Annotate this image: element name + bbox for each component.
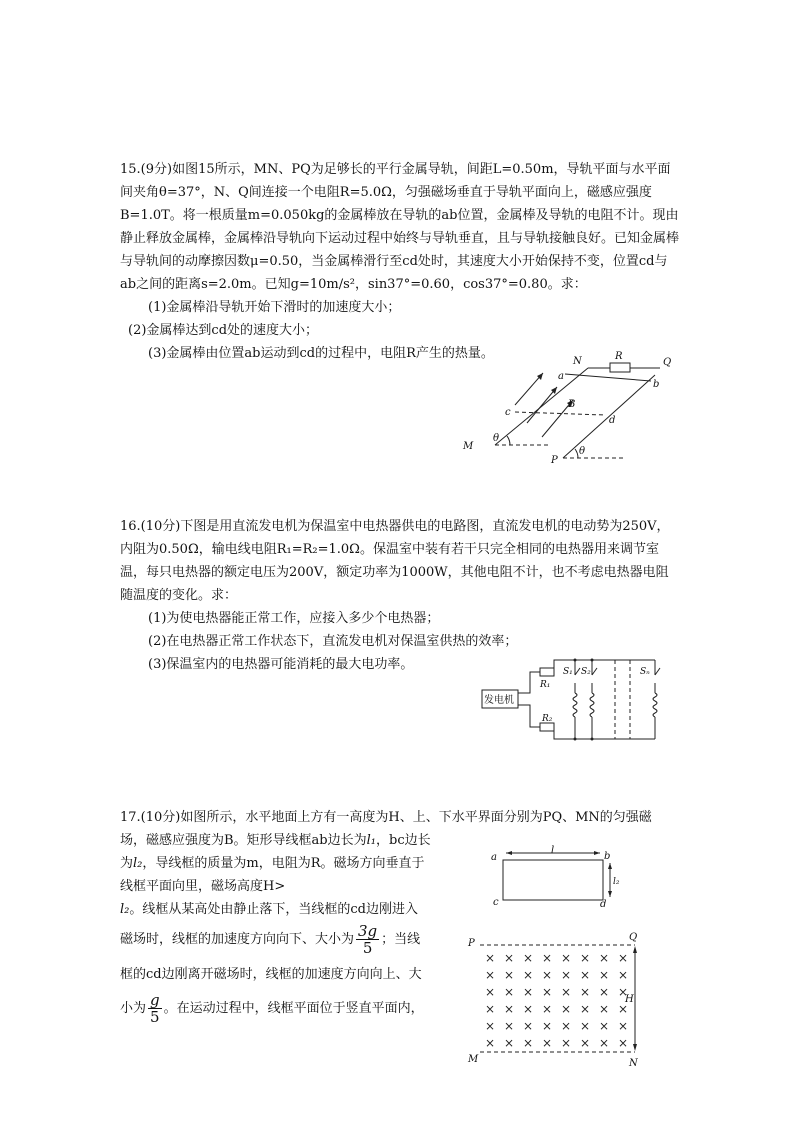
- q17-field-label-Q: Q: [629, 932, 638, 943]
- field-cross: ×: [580, 1019, 591, 1033]
- q17-fig-label-l2: l₂: [613, 877, 620, 887]
- q15-figure: [455, 345, 695, 470]
- field-cross: ×: [618, 1002, 629, 1016]
- q16-text: 16.(10分)下图是用直流发电机为保温室中电热器供电的电路图，直流发电机的电动势为250V，内阻为0.50Ω，输电线电阻R₁=R₂=1.0Ω。保温室中装有若干只完全相同的电热器用来调节室温，每只电热器的额定电压为200V，额定功率为1000W，其他电阻不计，也不考虑电热器电阻随温度的变化。求：: [120, 519, 670, 603]
- field-cross: ×: [485, 968, 496, 982]
- q17-field-label-P: P: [468, 938, 475, 949]
- q17-field-label-N: N: [629, 1058, 638, 1069]
- q16-label-generator: 发电机: [484, 695, 514, 706]
- q17-l3c: ，导线框的质量为m，电阻为R。磁场方向垂直于: [142, 856, 425, 871]
- question-15: [120, 158, 680, 365]
- q16-label-R1: R₁: [540, 680, 551, 690]
- field-cross: ×: [599, 1036, 610, 1050]
- q17-l5a: l₂: [120, 902, 130, 917]
- q15-label-c: c: [505, 407, 511, 418]
- q17-line1: 17.(10分)如图所示，水平地面上方有一高度为H、上、下水平界面分别为PQ、MN的匀强磁: [120, 810, 652, 825]
- field-cross: ×: [523, 1019, 534, 1033]
- q17-field-label-M: M: [468, 1054, 479, 1065]
- q17-fig-label-b: b: [604, 851, 611, 862]
- q17-l4: 线框平面向里，磁场高度H>: [120, 879, 286, 894]
- field-cross: ×: [523, 985, 534, 999]
- q17-fig-label-d: d: [600, 899, 607, 910]
- field-cross: ×: [561, 985, 572, 999]
- q17-l3b: l₂: [133, 856, 143, 871]
- q15-label-d: d: [609, 415, 616, 426]
- field-cross: ×: [561, 1002, 572, 1016]
- q15-label-M: M: [463, 441, 474, 452]
- q15-sub2: (2)金属棒达到cd处的速度大小；: [128, 323, 319, 338]
- q15-label-b: b: [653, 379, 660, 390]
- q15-label-R: R: [615, 351, 623, 362]
- q16-label-S2: S₂: [581, 667, 591, 677]
- q15-sub1: (1)金属棒沿导轨开始下滑时的加速度大小；: [148, 300, 401, 315]
- field-cross: ×: [599, 968, 610, 982]
- field-cross: ×: [504, 951, 515, 965]
- q17-l8a: 小为: [120, 1001, 147, 1016]
- q16-circuit-figure: [480, 655, 670, 745]
- field-cross: ×: [504, 1036, 515, 1050]
- field-cross: ×: [561, 968, 572, 982]
- field-cross: ×: [561, 951, 572, 965]
- field-cross: ×: [485, 1036, 496, 1050]
- field-cross: ×: [504, 1019, 515, 1033]
- field-cross: ×: [542, 951, 553, 965]
- q17-l8b: 。在运动过程中，线框平面位于竖直平面内，: [163, 1001, 424, 1016]
- field-cross: ×: [523, 951, 534, 965]
- field-cross: ×: [599, 951, 610, 965]
- question-17-body: [120, 829, 450, 1028]
- field-cross: ×: [523, 1036, 534, 1050]
- q15-label-P: P: [551, 455, 558, 466]
- field-cross: ×: [599, 985, 610, 999]
- q17-l2b: l₁: [366, 833, 377, 848]
- field-cross: ×: [542, 1036, 553, 1050]
- field-cross: ×: [580, 985, 591, 999]
- question-17: [120, 806, 680, 829]
- q15-label-N: N: [573, 356, 582, 367]
- field-cross: ×: [618, 1019, 629, 1033]
- q15-text: 15.(9分)如图15所示，MN、PQ为足够长的平行金属导轨，间距L=0.50m，导轨平面与水平面间夹角θ=37°，N、Q间连接一个电阻R=5.0Ω，匀强磁场垂直于导轨平面向上，磁感应强度B=1.0T。将一根质量m=0.050kg的金属棒放在导轨的ab位置，金属棒及导轨的电阻不计。现由静止释放金属棒，金属棒沿导轨向下运动过程中始终与导轨垂直，且与导轨接触良好。已知金属棒与导轨间的动摩擦因数μ=0.50，当金属棒滑行至cd处时，其速度大小开始保持不变，位置cd与ab之间的距离s=2.0m。已知g=10m/s²，sin37°=0.60，cos37°=0.80。求：: [120, 162, 680, 292]
- field-cross: ×: [580, 1036, 591, 1050]
- q15-label-theta2: θ: [579, 446, 586, 457]
- field-cross: ×: [504, 968, 515, 982]
- field-cross: ×: [504, 1002, 515, 1016]
- q17-fig-label-l: l: [551, 845, 555, 856]
- q16-label-R2: R₂: [542, 714, 553, 724]
- field-cross: ×: [523, 1002, 534, 1016]
- q15-sub3: (3)金属棒由位置ab运动到cd的过程中，电阻R产生的热量。: [148, 346, 494, 361]
- field-cross: ×: [485, 985, 496, 999]
- field-cross: ×: [485, 1002, 496, 1016]
- q16-label-Sn: Sₙ: [640, 667, 650, 677]
- q17-l2c: ，bc边长: [376, 833, 431, 848]
- field-cross: ×: [485, 1019, 496, 1033]
- q17-l3a: 为: [120, 856, 134, 871]
- q17-l6a: 磁场时，线框的加速度方向向下、大小为: [120, 932, 355, 947]
- field-cross: ×: [599, 1002, 610, 1016]
- field-cross: ×: [618, 1036, 629, 1050]
- q17-fig-label-a: a: [491, 852, 497, 863]
- q17-fig-label-c: c: [493, 897, 499, 908]
- field-cross: ×: [542, 1019, 553, 1033]
- q16-sub1: (1)为使电热器能正常工作，应接入多少个电热器；: [148, 611, 440, 626]
- field-cross: ×: [618, 985, 629, 999]
- q17-l7: 框的cd边刚离开磁场时，线框的加速度方向向上、大: [120, 967, 422, 982]
- q16-sub3: (3)保温室内的电热器可能消耗的最大电功率。: [148, 657, 414, 672]
- field-cross: ×: [542, 968, 553, 982]
- field-cross: ×: [542, 1002, 553, 1016]
- q17-fraction-3g-5: $\frac{3g}{5}$: [358, 922, 378, 957]
- q17-fraction-g-5: $\frac{g}{5}$: [150, 991, 160, 1026]
- field-cross: ×: [618, 968, 629, 982]
- q17-l6b: ；当线: [381, 932, 421, 947]
- q15-label-B: B: [568, 399, 576, 410]
- q17-field-figure: [465, 930, 655, 1070]
- field-cross: ×: [580, 951, 591, 965]
- field-cross: ×: [618, 951, 629, 965]
- field-cross: ×: [561, 1036, 572, 1050]
- q15-label-theta1: θ: [493, 433, 500, 444]
- q17-field-label-H: H: [625, 994, 634, 1005]
- field-cross: ×: [504, 985, 515, 999]
- magnetic-field-crosses: [485, 951, 628, 1050]
- field-cross: ×: [523, 968, 534, 982]
- question-16: [120, 515, 680, 676]
- field-cross: ×: [599, 1019, 610, 1033]
- q17-frame-figure: [488, 845, 628, 910]
- q16-sub2: (2)在电热器正常工作状态下，直流发电机对保温室供热的效率；: [148, 634, 518, 649]
- field-cross: ×: [542, 985, 553, 999]
- field-cross: ×: [580, 1002, 591, 1016]
- field-cross: ×: [561, 1019, 572, 1033]
- q17-l2a: 场，磁感应强度为B。矩形导线框ab边长为: [120, 833, 367, 848]
- q16-label-S1: S₁: [563, 667, 573, 677]
- q17-l5b: 。线框从某高处由静止落下，当线框的cd边刚进入: [129, 902, 418, 917]
- q15-label-Q: Q: [663, 357, 672, 368]
- q15-label-a: a: [558, 371, 564, 382]
- field-cross: ×: [580, 968, 591, 982]
- field-cross: ×: [485, 951, 496, 965]
